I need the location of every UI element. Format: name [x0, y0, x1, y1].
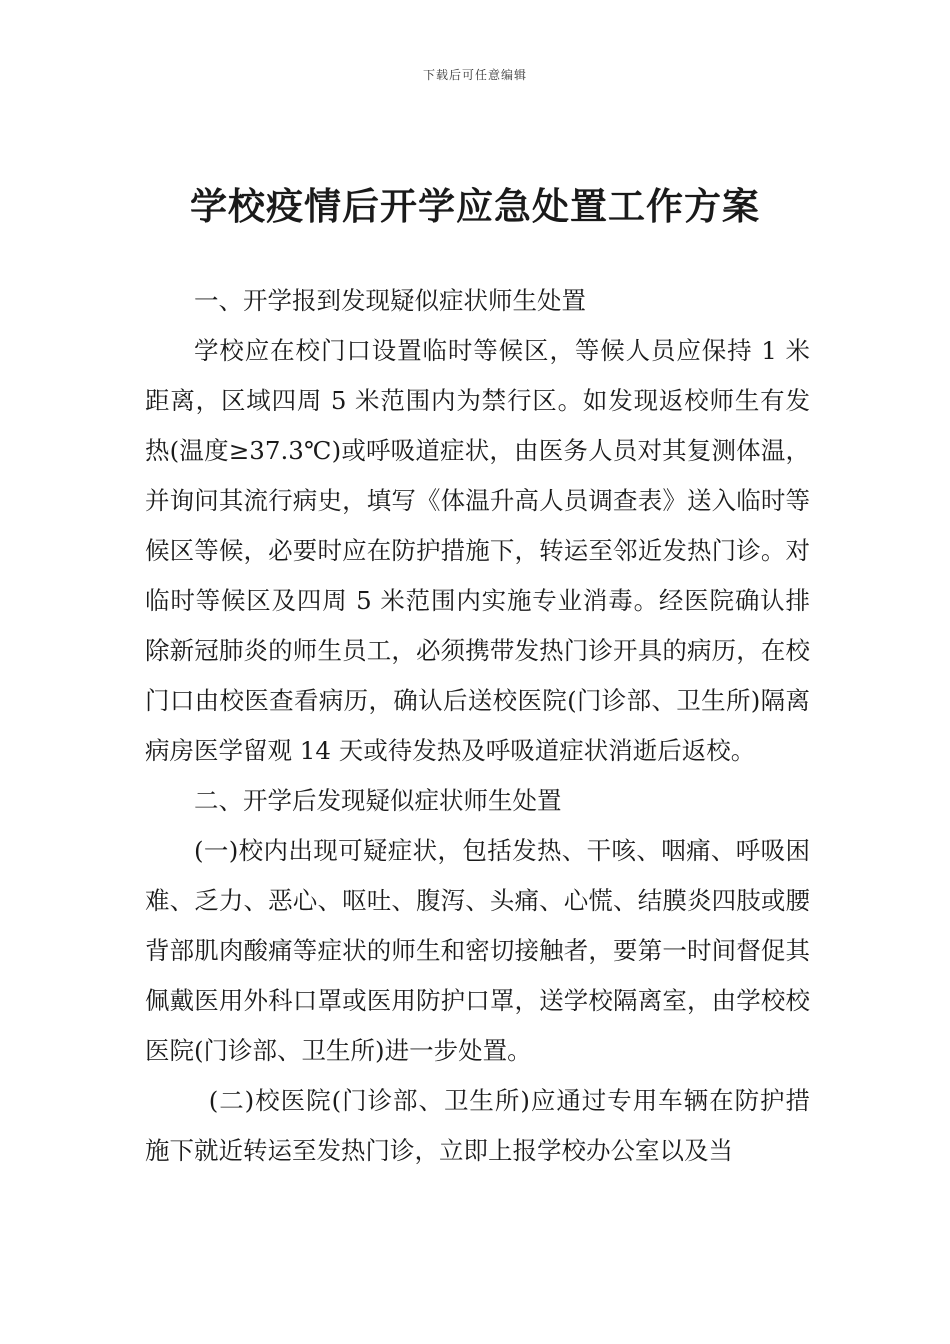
- document-body: [145, 276, 810, 1176]
- paragraph-2: (一)校内出现可疑症状，包括发热、干咳、咽痛、呼吸困难、乏力、恶心、呕吐、腹泻、头痛、心慌、结膜炎四肢或腰背部肌肉酸痛等症状的师生和密切接触者，要第一时间督促其佩戴医用外科口罩或医用防护口罩，送学校隔离室，由学校校医院(门诊部、卫生所)进一步处置。: [145, 836, 810, 1065]
- section-heading-2: 二、开学后发现疑似症状师生处置: [194, 786, 562, 815]
- paragraph-1: 学校应在校门口设置临时等候区，等候人员应保持 1 米距离，区域四周 5 米范围内为禁行区。如发现返校师生有发热(温度≥37.3℃)或呼吸道症状，由医务人员对其复测体温，并询问其流行病史，填写《体温升高人员调查表》送入临时等候区等候，必要时应在防护措施下，转运至邻近发热门诊。对临时等候区及四周 5 米范围内实施专业消毒。经医院确认排除新冠肺炎的师生员工，必须携带发热门诊开具的病历，在校门口由校医查看病历，确认后送校医院(门诊部、卫生所)隔离病房医学留观 14 天或待发热及呼吸道症状消逝后返校。: [145, 336, 810, 765]
- section-heading-1: 一、开学报到发现疑似症状师生处置: [194, 286, 586, 315]
- page-header-note: 下载后可任意编辑: [422, 68, 527, 82]
- document-title: 学校疫情后开学应急处置工作方案: [190, 185, 760, 228]
- paragraph-3: (二)校医院(门诊部、卫生所)应通过专用车辆在防护措施下就近转运至发热门诊，立即上报学校办公室以及当: [145, 1086, 810, 1165]
